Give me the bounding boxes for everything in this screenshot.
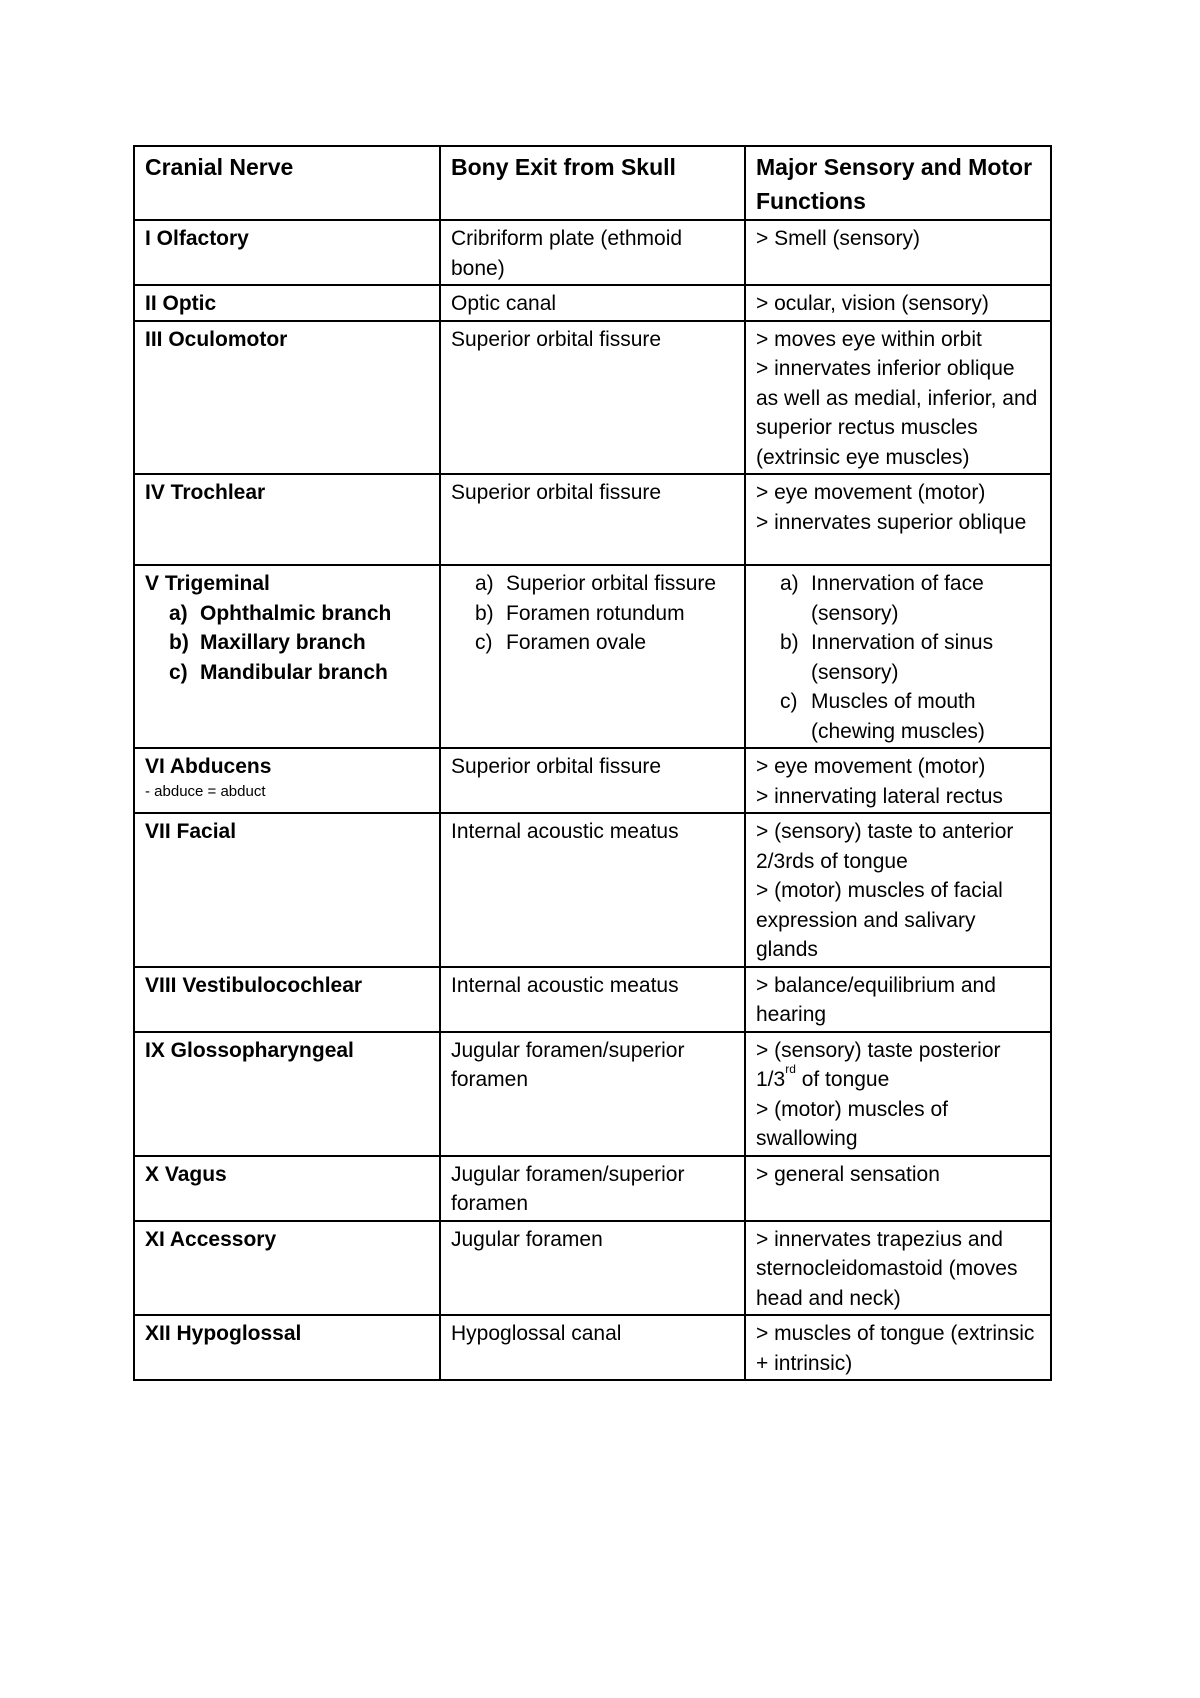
list-item: c) Foramen ovale <box>475 631 647 654</box>
cranial-nerve-table <box>133 145 1052 1381</box>
table-row <box>134 285 1051 321</box>
table-row <box>134 813 1051 967</box>
table-row <box>134 748 1051 813</box>
nerve-cell: V Trigeminal a) Ophthalmic branch b) Maxillary branch c) Mandibular branch <box>134 565 440 748</box>
table-row <box>134 321 1051 475</box>
exit-cell: Jugular foramen/superior foramen <box>440 1156 745 1221</box>
table-row <box>134 565 1051 748</box>
nerve-note: - abduce = abduct <box>145 782 266 800</box>
list-item: c) Mandibular branch <box>169 660 388 684</box>
function-cell: > eye movement (motor) > innervates superior oblique <box>745 474 1051 565</box>
table-row <box>134 474 1051 565</box>
exit-cell: Jugular foramen <box>440 1221 745 1316</box>
function-cell: > muscles of tongue (extrinsic + intrinsic) <box>745 1315 1051 1380</box>
nerve-cell: X Vagus <box>134 1156 440 1221</box>
function-cell: > Smell (sensory) <box>745 220 1051 285</box>
exit-list <box>451 569 734 658</box>
header-cell-functions: Major Sensory and Motor Functions <box>745 146 1051 220</box>
nerve-cell: VIII Vestibulocochlear <box>134 967 440 1032</box>
table-row <box>134 967 1051 1032</box>
list-item: a) Innervation of face (sensory) <box>780 572 984 625</box>
table-row <box>134 1315 1051 1380</box>
exit-cell <box>440 565 745 748</box>
exit-cell: Superior orbital fissure <box>440 474 745 565</box>
nerve-cell: XI Accessory <box>134 1221 440 1316</box>
nerve-cell: VI Abducens - abduce = abduct <box>134 748 440 813</box>
table-row <box>134 1156 1051 1221</box>
exit-cell: Internal acoustic meatus <box>440 967 745 1032</box>
list-item: c) Muscles of mouth (chewing muscles) <box>780 690 985 743</box>
nerve-cell: VII Facial <box>134 813 440 967</box>
exit-cell: Cribriform plate (ethmoid bone) <box>440 220 745 285</box>
branch-list <box>145 599 429 688</box>
nerve-cell: III Oculomotor <box>134 321 440 475</box>
nerve-cell: IV Trochlear <box>134 474 440 565</box>
exit-cell: Jugular foramen/superior foramen <box>440 1032 745 1156</box>
table-row <box>134 1032 1051 1156</box>
function-cell: > eye movement (motor) > innervating lateral rectus <box>745 748 1051 813</box>
header-row <box>134 146 1051 220</box>
function-cell: > (sensory) taste posterior 1/3rd of tongue > (motor) muscles of swallowing <box>745 1032 1051 1156</box>
header-cell-exit: Bony Exit from Skull <box>440 146 745 220</box>
exit-cell: Hypoglossal canal <box>440 1315 745 1380</box>
function-cell: > balance/equilibrium and hearing <box>745 967 1051 1032</box>
function-cell: > (sensory) taste to anterior 2/3rds of tongue > (motor) muscles of facial expression and salivary glands <box>745 813 1051 967</box>
header-cell-nerve: Cranial Nerve <box>134 146 440 220</box>
table-row <box>134 1221 1051 1316</box>
list-item: b) Foramen rotundum <box>475 601 685 625</box>
exit-cell: Superior orbital fissure <box>440 748 745 813</box>
nerve-cell: IX Glossopharyngeal <box>134 1032 440 1156</box>
nerve-cell: II Optic <box>134 285 440 321</box>
list-item: b) Innervation of sinus (sensory) <box>780 631 994 684</box>
exit-cell: Superior orbital fissure <box>440 321 745 475</box>
function-cell: > innervates trapezius and sternocleidomastoid (moves head and neck) <box>745 1221 1051 1316</box>
function-cell: > moves eye within orbit > innervates inferior oblique as well as medial, inferior, and superior rectus muscles (extrinsic eye muscles) <box>745 321 1051 475</box>
nerve-cell: I Olfactory <box>134 220 440 285</box>
function-cell <box>745 565 1051 748</box>
list-item: a) Superior orbital fissure <box>475 572 717 595</box>
nerve-cell: XII Hypoglossal <box>134 1315 440 1380</box>
table-row <box>134 220 1051 285</box>
function-cell: > general sensation <box>745 1156 1051 1221</box>
exit-cell: Internal acoustic meatus <box>440 813 745 967</box>
list-item: a) Ophthalmic branch <box>169 601 392 625</box>
exit-cell: Optic canal <box>440 285 745 321</box>
function-list <box>756 569 1040 746</box>
list-item: b) Maxillary branch <box>169 631 366 654</box>
function-cell: > ocular, vision (sensory) <box>745 285 1051 321</box>
